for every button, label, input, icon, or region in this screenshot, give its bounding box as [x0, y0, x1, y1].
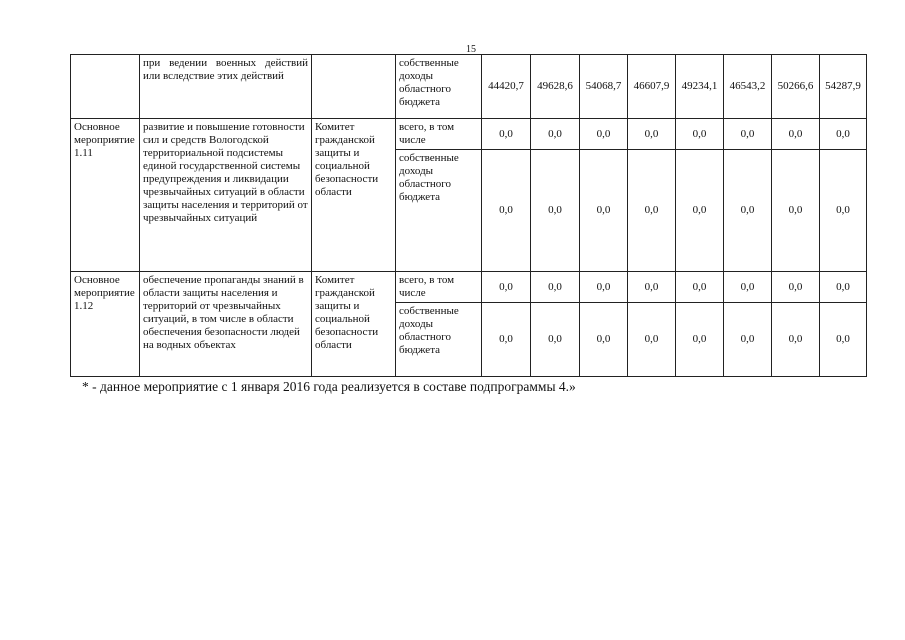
- funding-source-cell: всего, в том числе: [396, 119, 482, 150]
- value-cell: 0,0: [676, 272, 724, 303]
- value-cell: 0,0: [580, 272, 628, 303]
- value-cell: 0,0: [724, 150, 772, 272]
- value-cell: 0,0: [724, 272, 772, 303]
- value-cell: 0,0: [531, 272, 580, 303]
- value-cell: 0,0: [676, 150, 724, 272]
- event-name-cell: Основное мероприятие 1.12: [71, 272, 140, 377]
- value-cell: 0,0: [628, 150, 676, 272]
- value-cell: 0,0: [676, 119, 724, 150]
- footnote: * - данное мероприятие с 1 января 2016 года реализуется в составе подпрограммы 4.»: [82, 379, 576, 394]
- value-cell: 0,0: [482, 150, 531, 272]
- page-number: 15: [466, 44, 476, 55]
- value-cell: 50266,6: [772, 55, 820, 119]
- value-cell: 0,0: [676, 303, 724, 377]
- executor-cell: Комитет гражданской защиты и социальной безопасности области: [312, 272, 396, 377]
- executor-cell: Комитет гражданской защиты и социальной безопасности области: [312, 119, 396, 272]
- value-cell: 44420,7: [482, 55, 531, 119]
- table-row: [71, 119, 867, 150]
- funding-source-cell: собственные доходы областного бюджета: [396, 150, 482, 272]
- value-cell: 0,0: [724, 303, 772, 377]
- event-name-cell: Основное мероприятие 1.11: [71, 119, 140, 272]
- value-cell: 0,0: [772, 272, 820, 303]
- table-row: [71, 272, 867, 303]
- value-cell: 0,0: [772, 119, 820, 150]
- value-cell: 0,0: [580, 303, 628, 377]
- value-cell: 0,0: [772, 150, 820, 272]
- value-cell: 0,0: [531, 150, 580, 272]
- value-cell: 54287,9: [820, 55, 867, 119]
- value-cell: 54068,7: [580, 55, 628, 119]
- funding-source-cell: собственные доходы областного бюджета: [396, 55, 482, 119]
- table-row: [71, 55, 867, 119]
- value-cell: 49628,6: [531, 55, 580, 119]
- value-cell: 46607,9: [628, 55, 676, 119]
- event-description-cell: обеспечение пропаганды знаний в области защиты населения и территорий от чрезвычайных ситуаций, в том числе в области обеспечения безопасности людей на водных объектах: [140, 272, 312, 377]
- value-cell: 46543,2: [724, 55, 772, 119]
- value-cell: 0,0: [820, 272, 867, 303]
- value-cell: 0,0: [482, 119, 531, 150]
- value-cell: 0,0: [482, 272, 531, 303]
- value-cell: 49234,1: [676, 55, 724, 119]
- executor-cell: [312, 55, 396, 119]
- value-cell: 0,0: [628, 272, 676, 303]
- value-cell: 0,0: [724, 119, 772, 150]
- value-cell: 0,0: [580, 119, 628, 150]
- value-cell: 0,0: [531, 119, 580, 150]
- value-cell: 0,0: [580, 150, 628, 272]
- value-cell: 0,0: [820, 119, 867, 150]
- event-name-cell: [71, 55, 140, 119]
- event-description-cell: при ведении военных действий или вследствие этих действий: [140, 55, 312, 119]
- budget-table: [70, 54, 867, 377]
- value-cell: 0,0: [531, 303, 580, 377]
- funding-source-cell: всего, в том числе: [396, 272, 482, 303]
- value-cell: 0,0: [820, 150, 867, 272]
- value-cell: 0,0: [820, 303, 867, 377]
- event-description-cell: развитие и повышение готовности сил и средств Вологодской территориальной подсистемы единой государственной системы предупреждения и ликвидации чрезвычайных ситуаций в области защиты населения и территорий от чрезвычайных ситуаций: [140, 119, 312, 272]
- funding-source-cell: собственные доходы областного бюджета: [396, 303, 482, 377]
- value-cell: 0,0: [482, 303, 531, 377]
- value-cell: 0,0: [772, 303, 820, 377]
- value-cell: 0,0: [628, 119, 676, 150]
- value-cell: 0,0: [628, 303, 676, 377]
